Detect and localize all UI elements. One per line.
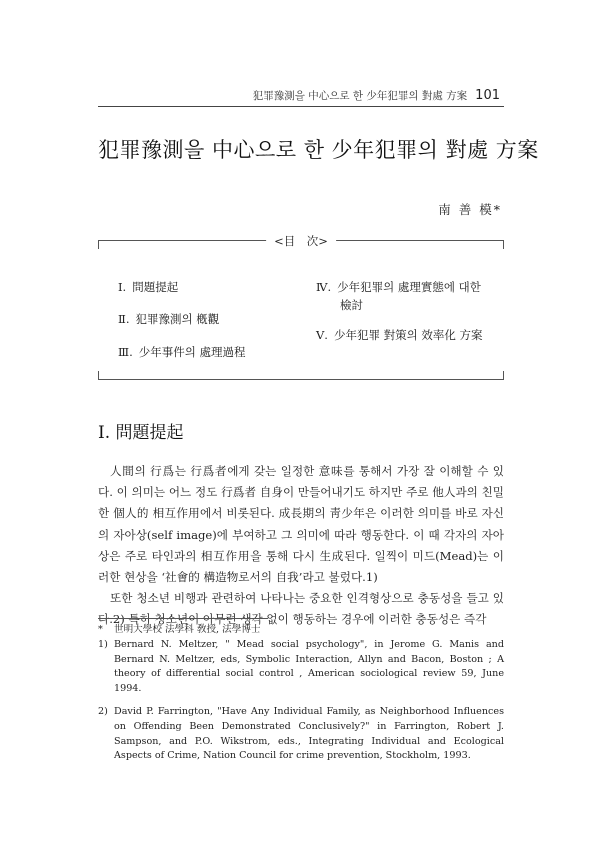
footnote-text: Bernard N. Meltzer, " Mead social psychology", in Jerome G. Manis and Bernard N. Meltzer, eds, Symbolic Interaction, Allyn and Bacon, Boston ; A theory of differential social control , American sociological review 59, June 1994.: [114, 638, 504, 695]
toc-item-number: Ⅲ.: [118, 345, 133, 359]
article-title: 犯罪豫測을 中心으로 한 少年犯罪의 對處 方案: [98, 138, 539, 162]
toc-item-problem: [118, 279, 178, 295]
footnote-2: [98, 705, 504, 764]
author-name: 南 善 模*: [438, 202, 502, 217]
toc-item-label: 少年事件의 處理過程: [138, 345, 246, 359]
footnote-text: David P. Farrington, "Have Any Individual Family, as Neighborhood Influences on Offending Been Demonstrated Conclusively?" in Farrington, Robert J. Sampson, and P.O. Wikstrom, eds., Integrating Individual and Ecological Aspects of Crime, Nation Council for crime prevention, Stockholm, 1993.: [114, 705, 504, 762]
footnote-1: [98, 638, 504, 697]
footnotes: [98, 623, 504, 764]
body-text: [98, 461, 504, 631]
running-header-title: 犯罪豫測을 中心으로 한 少年犯罪의 對處 方案: [252, 90, 468, 102]
header-rule: [98, 106, 504, 107]
table-of-contents: [98, 234, 504, 380]
toc-item-overview: [118, 311, 219, 327]
page-number: 101: [475, 88, 500, 103]
toc-corner-mark: [503, 371, 504, 379]
toc-item-label-continued: 檢討: [340, 298, 363, 312]
running-header: [253, 88, 500, 103]
footnote-affiliation: [98, 623, 504, 638]
toc-item-review: [316, 278, 481, 314]
section-heading: Ⅰ. 問題提起: [98, 423, 184, 443]
toc-item-number: Ⅱ.: [118, 312, 130, 326]
footnote-rule: [98, 618, 268, 619]
toc-corner-mark: [98, 371, 99, 379]
toc-item-label: 犯罪豫測의 槪觀: [135, 312, 220, 326]
toc-item-label: 問題提起: [132, 280, 179, 294]
toc-item-label: 少年犯罪 對策의 效率化 方案: [333, 328, 483, 342]
body-paragraph: 人間의 行爲는 行爲者에게 갖는 일정한 意味를 통해서 가장 잘 이해할 수 있다. 이 의미는 어느 정도 行爲者 自身이 만들어내기도 하지만 주로 他人과의 친밀한 個人的 相互作用에서 비롯된다. 成長期의 靑少年은 이러한 의미를 바로 자신의 자아상(self image)에 부여하고 그 의미에 따라 행동한다. 이 때 각자의 자아상은 주로 타인과의 相互作用을 통해 다시 生成된다. 일찍이 미드(Mead)는 이러한 현상을 ‘社會的 構造物로서의 自我’라고 불렀다.1): [98, 464, 504, 585]
toc-item-label: 少年犯罪의 處理實態에 대한: [337, 280, 481, 294]
footnote-mark: 2): [98, 705, 108, 717]
footnote-mark: *: [98, 624, 103, 635]
toc-heading: <目 次>: [266, 233, 336, 249]
toc-item-process: [118, 344, 246, 360]
body-paragraph: 또한 청소년 비행과 관련하여 나타나는 중요한 인격형상으로 충동성을 들고 있다.2) 특히 청소년이 아무런 생각 없이 행동하는 경우에 이러한 충동성은 즉각: [98, 591, 504, 627]
footnote-text: 世明大學校 法學科 敎授, 法學博士: [114, 624, 261, 635]
footnote-mark: 1): [98, 638, 108, 650]
toc-item-number: Ⅳ.: [316, 280, 332, 294]
toc-item-number: Ⅰ.: [118, 280, 127, 294]
toc-item-number: Ⅴ.: [316, 328, 328, 342]
toc-item-measures: [316, 327, 483, 343]
